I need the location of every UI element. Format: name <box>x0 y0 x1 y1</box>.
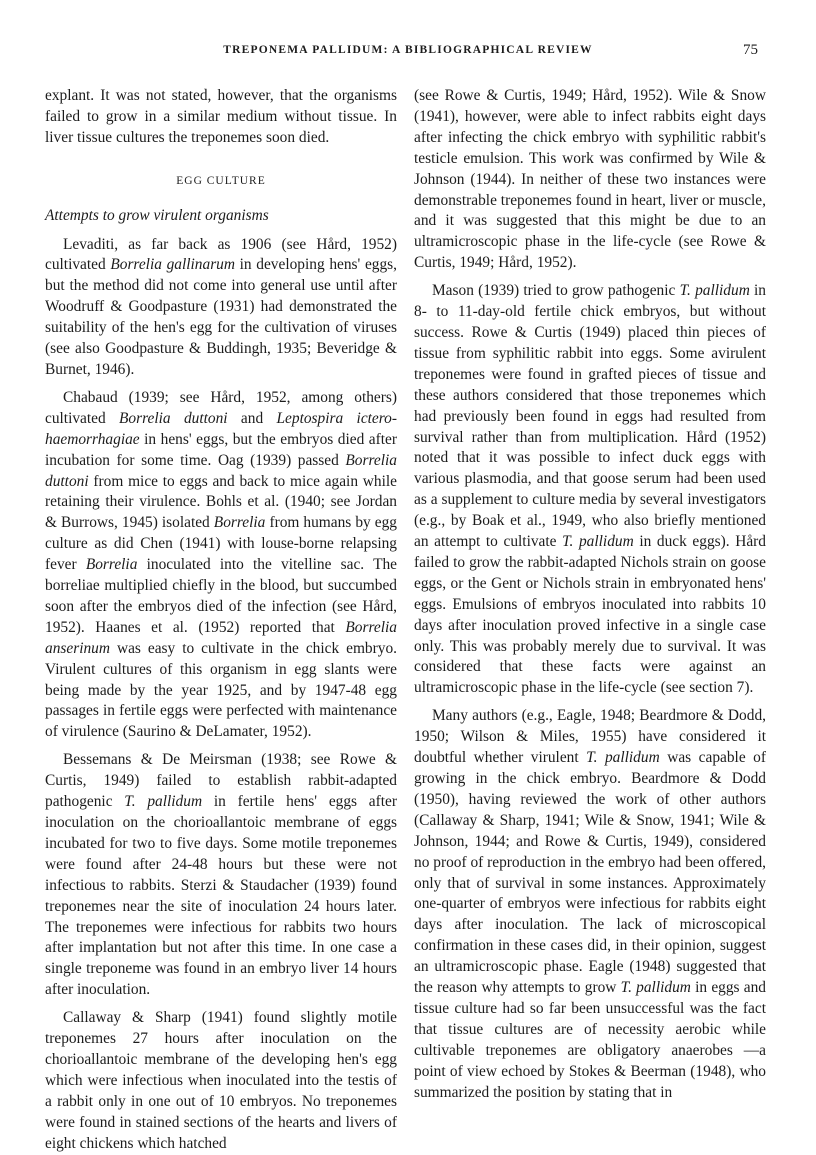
page-number: 75 <box>743 42 758 58</box>
section-heading: EGG CULTURE <box>176 174 266 187</box>
paragraph: Many authors (e.g., Eagle, 1948; Beardmore & Dodd, 1950; Wilson & Miles, 1955) have considered it doubtful whether virulent T. pallidum was capable of growing in the chick embryo. Beardmore & Dodd (1950), having reviewed the work of other authors (Callaway & Sharp, 1941; Wile & Snow, 1941; Wile & Johnson, 1944; and Rowe & Curtis, 1949), considered no proof of reproduction in the embryo had been offered, only that of survival in some instances. Approximately one-quarter of embryos were infectious for rabbits eight days after inoculation. The lack of microscopical confirmation in these cases did, in their opinion, suggest an ultramicroscopic phase. Eagle (1948) suggested that the reason why attempts to grow T. pallidum in eggs and tissue culture had so far been unsuccessful was the fact that tissue cultures are of necessity aerobic while cultivable treponemes are obligatory anaerobes —a point of view echoed by Stokes & Beerman (1948), who summarized the position by stating that in <box>414 707 767 1101</box>
paragraph: Callaway & Sharp (1941) found slightly motile treponemes 27 hours after inoculation on the chorioallantoic membrane of the developing hen's egg which were infectious when inoculated into the testis of a rabbit only in one out of 10 embryos. No treponemes were found in stained sections of the hearts and livers of eight chickens which hatched <box>45 1009 397 1152</box>
paragraph: Mason (1939) tried to grow pathogenic T. pallidum in 8- to 11-day-old fertile chick embryos, but without success. Rowe & Curtis (1949) placed thin pieces of tissue from syphilitic rabbit into eggs. Some avirulent treponemes were found in grafted pieces of tissue and these authors considered that those treponemes which had previously been found in eggs had resulted from survival rather than from multiplication. Hård (1952) noted that it was possible to infect duck eggs with various plasmodia, and that goose serum had been used as a supplement to culture media by several investigators (e.g., by Boak et al., 1949, who also briefly mentioned an attempt to cultivate T. pallidum in duck eggs). Hård failed to grow the rabbit-adapted Nichols strain on goose eggs, or the Gent or Nichols strain in embryonated hens' eggs. Emulsions of embryos inoculated into rabbits 10 days after inoculation proved infective in a single case only. This was probably merely due to survival. It was considered that these facts were against an ultramicroscopic phase in the life-cycle (see section 7). <box>414 282 767 697</box>
paragraph: explant. It was not stated, however, that the organisms failed to grow in a similar medium without tissue. In liver tissue cultures the treponemes soon died. <box>45 87 397 146</box>
paragraph: Bessemans & De Meirsman (1938; see Rowe & Curtis, 1949) failed to establish rabbit-adapted pathogenic T. pallidum in fertile hens' eggs after inoculation on the chorioallantoic membrane of eggs incubated for two to five days. Some motile treponemes were found after 24-48 hours but these were not infectious to rabbits. Sterzi & Staudacher (1939) found treponemes near the site of inoculation 24 hours later. The treponemes were infectious for rabbits two hours after implantation but not after this time. In one case a single treponeme was found in an embryo liver 14 hours after inoculation. <box>45 751 397 999</box>
running-title: TREPONEMA PALLIDUM: A BIBLIOGRAPHICAL REVIEW <box>223 44 593 56</box>
left-column <box>45 86 397 1155</box>
right-column <box>414 86 766 1104</box>
paragraph: Chabaud (1939; see Hård, 1952, among others) cultivated Borrelia duttoni and Leptospira ictero-haemorrhagiae in hens' eggs, but the embryos died after incubation for some time. Oag (1939) passed Borrelia duttoni from mice to eggs and back to mice again while retaining their virulence. Bohls et al. (1940; see Jordan & Burrows, 1945) isolated Borrelia from humans by egg culture as did Chen (1941) with louse-borne relapsing fever Borrelia inoculated into the vitelline sac. The borreliae multiplied chiefly in the blood, but succumbed soon after the embryos died of the infection (see Hård, 1952). Haanes et al. (1952) reported that Borrelia anserinum was easy to cultivate in the chick embryo. Virulent cultures of this organism in egg slants were being made by the year 1925, and by 1947-48 egg passages in fertile eggs were perfected with maintenance of virulence (Saurino & DeLamater, 1952). <box>45 388 397 741</box>
running-header <box>50 44 766 66</box>
paragraph: Levaditi, as far back as 1906 (see Hård, 1952) cultivated Borrelia gallinarum in developing hens' eggs, but the method did not come into general use until after Woodruff & Goodpasture (1931) had demonstrated the suitability of the hen's egg for the cultivation of viruses (see also Goodpasture & Buddingh, 1935; Beveridge & Burnet, 1946). <box>45 235 398 378</box>
paragraph: (see Rowe & Curtis, 1949; Hård, 1952). Wile & Snow (1941), however, were able to infect rabbits eight days after infecting the chick embryo with syphilitic rabbit's testicle emulsion. This work was confirmed by Wile & Johnson (1944). In neither of these two instances were demonstrable treponemes found in heart, liver or muscle, and it was suggested that this might be due to an ultramicroscopic phase in the life-cycle (see Rowe & Curtis, 1949; Hård, 1952). <box>414 87 766 272</box>
subsection-heading: Attempts to grow virulent organisms <box>45 206 269 224</box>
